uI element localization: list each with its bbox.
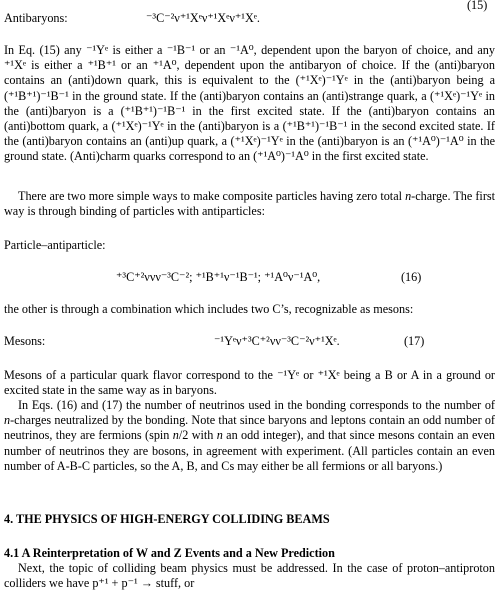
paragraph-colliding-beams: Next, the topic of colliding beam physics must be addressed. In the case of proton–antiproton colliders we have p⁺¹ + p⁻¹ → stuff, or: [4, 561, 495, 591]
paragraph-meson-flavor: Mesons of a particular quark flavor correspond to the ⁻¹Yᵉ or ⁺¹Xᵉ being a B or A in a ground or excited state in the same way as in baryons.: [4, 368, 495, 398]
paragraph-mesons-intro: the other is through a combination which includes two C’s, recognizable as mesons:: [4, 302, 414, 316]
paragraph-zero-charge-intro: There are two more simple ways to make composite particles having zero total n-charge. The first way is through binding of particles with antiparticles:: [4, 189, 496, 219]
section-4-heading: 4. THE PHYSICS OF HIGH-ENERGY COLLIDING BEAMS: [4, 512, 330, 526]
section-4-1-heading: 4.1 A Reinterpretation of W and Z Events and a New Prediction: [4, 546, 335, 560]
equation-16-formula: ⁺³C⁺²ννν⁻³C⁻²; ⁺¹B⁺¹ν⁻¹B⁻¹; ⁺¹A⁰ν⁻¹A⁰,: [116, 270, 321, 284]
equation-16-number: (16): [401, 270, 422, 284]
paragraph-neutrino-bonding: In Eqs. (16) and (17) the number of neutrinos used in the bonding corresponds to the number of n-charges neutralized by the bonding. Note that since baryons and leptons contain an odd number of neutrinos, they are fermions (spin n/2 with n an odd integer), and that since mesons contain an even number of neutrinos they are bosons, in agreement with experiment. (All particles contain an even number of A-B-C particles, so the A, B, and Cs may either be all fermions or all baryons.): [4, 398, 495, 473]
equation-17-label: Mesons:: [4, 334, 46, 348]
equation-17-number: (17): [404, 334, 425, 348]
equation-16-label: Particle–antiparticle:: [4, 238, 106, 252]
equation-15-number: (15): [467, 0, 488, 12]
equation-15-label: Antibaryons:: [4, 11, 68, 25]
equation-15-formula: ⁻³C⁻²ν⁺¹Xᵉν⁺¹Xᵉν⁺¹Xᵉ.: [146, 11, 260, 25]
equation-17-formula: ⁻¹Yᵉν⁺³C⁺²νν⁻³C⁻²ν⁺¹Xᵉ.: [214, 334, 340, 348]
paragraph-antibaryon-states: In Eq. (15) any ⁻¹Yᵉ is either a ⁻¹B⁻¹ or an ⁻¹A⁰, dependent upon the baryon of choice, and any ⁺¹Xᵉ is either a ⁺¹B⁺¹ or an ⁺¹A⁰, dependent upon the antibaryon of choice. If the (anti)baryon contains an (anti)down quark, this is equivalent to the (⁺¹Xᵉ)⁻¹Yᵉ in the (anti)baryon being a (⁺¹B⁺¹)⁻¹B⁻¹ in the ground state. If the (anti)baryon contains an (anti)strange quark, a (⁺¹Xᵉ)⁻¹Yᵉ in the (anti)baryon is a (⁺¹B⁺¹)⁻¹B⁻¹ in the first excited state. If the (anti)baryon contains an (anti)bottom quark, a (⁺¹Xᵉ)⁻¹Yᵉ in the (anti)baryon is a (⁺¹B⁺¹)⁻¹B⁻¹ in the second excited state. If the (anti)baryon contains an (anti)up quark, a (⁺¹Xᵉ)⁻¹Yᵉ in the (anti)baryon is an (⁺¹A⁰)⁻¹A⁰ in the ground state. (Anti)charm quarks correspond to an (⁺¹A⁰)⁻¹A⁰ in the first excited state.: [4, 43, 495, 164]
